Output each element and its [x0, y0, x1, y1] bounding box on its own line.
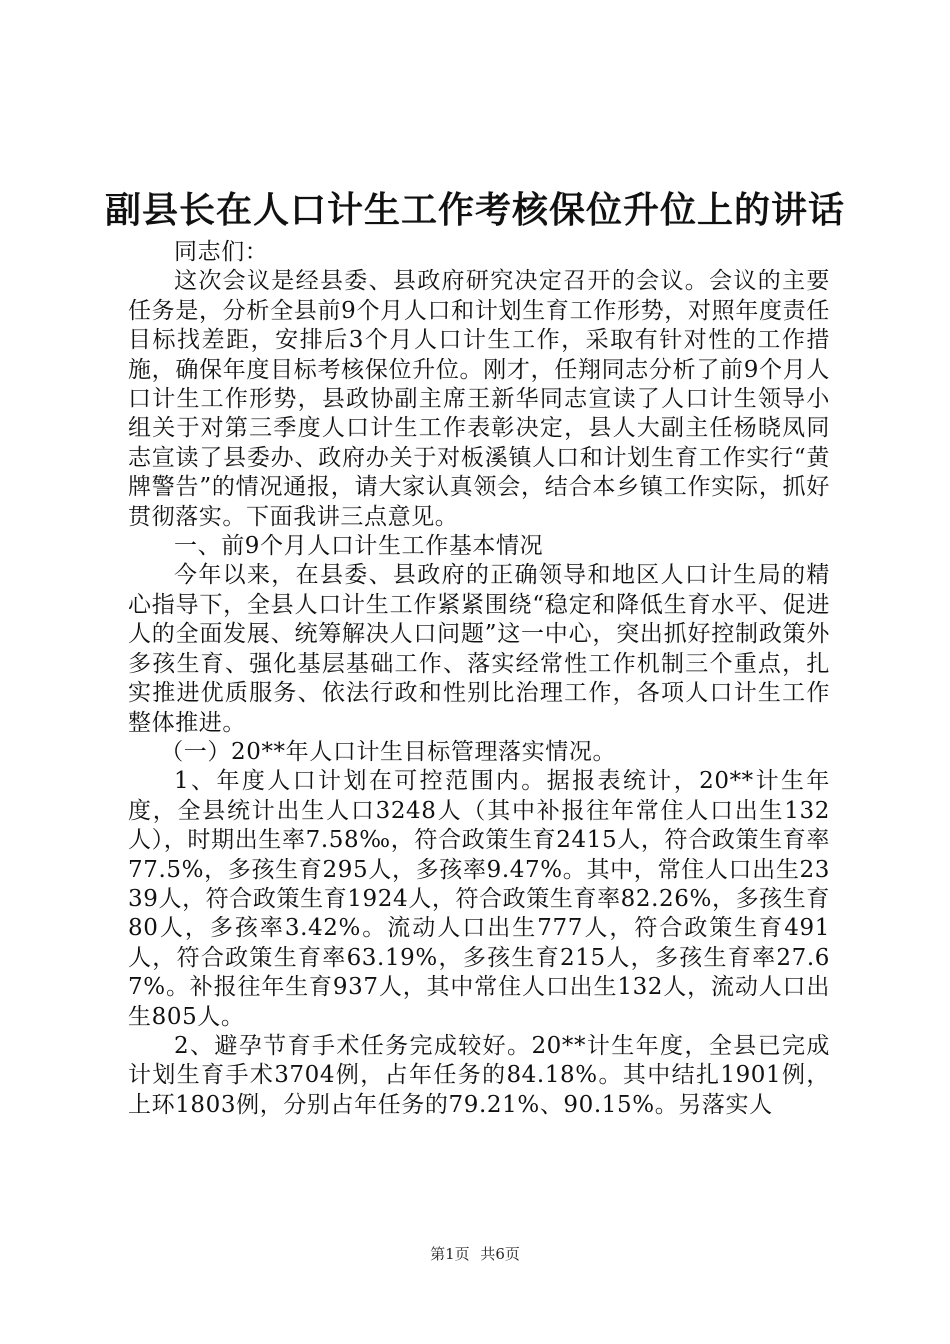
document-body [128, 238, 830, 1120]
paragraph-intro: 这次会议是经县委、县政府研究决定召开的会议。会议的主要任务是，分析全县前9个月人口和计划生育工作形势，对照年度责任目标找差距，安排后3个月人口计生工作，采取有针对性的工作措施，确保年度目标考核保位升位。刚才，任翔同志分析了前9个月人口计生工作形势，县政协副主席王新华同志宣读了人口计生领导小组关于对第三季度人口计生工作表彰决定，县人大副主任杨晓凤同志宣读了县委办、政府办关于对板溪镇人口和计划生育工作实行“黄牌警告”的情况通报，请大家认真领会，结合本乡镇工作实际，抓好贯彻落实。下面我讲三点意见。 [128, 268, 830, 530]
document-title: 副县长在人口计生工作考核保位升位上的讲话 [104, 189, 845, 231]
page-footer [0, 1244, 950, 1264]
page-number-total: 共6页 [480, 1245, 520, 1263]
paragraph-contraception: 2、避孕节育手术任务完成较好。20**计生年度，全县已完成计划生育手术3704例，占年任务的84.18%。其中结扎1901例，上环1803例，分别占年任务的79.21%、90.15%。另落实人 [128, 1032, 830, 1118]
greeting: 同志们： [174, 239, 269, 265]
subsection-heading: （一）20**年人口计生目标管理落实情况。 [160, 738, 617, 765]
page-number-current: 第1页 [430, 1245, 470, 1263]
paragraph-overview: 今年以来，在县委、县政府的正确领导和地区人口计生局的精心指导下，全县人口计生工作紧紧围绕“稳定和降低生育水平、促进人的全面发展、统筹解决人口问题”这一中心，突出抓好控制政策外多孩生育、强化基层基础工作、落实经常性工作机制三个重点，扎实推进优质服务、依法行政和性别比治理工作，各项人口计生工作整体推进。 [128, 562, 830, 736]
section-heading: 一、前9个月人口计生工作基本情况 [174, 533, 544, 560]
paragraph-population-plan: 1、年度人口计划在可控范围内。据报表统计，20**计生年度，全县统计出生人口3248人（其中补报往年常住人口出生132人），时期出生率7.58‰，符合政策生育2415人，符合政策生育率77.5%，多孩生育295人，多孩率9.47%。其中，常住人口出生2339人，符合政策生育1924人，符合政策生育率82.26%，多孩生育80人，多孩率3.42%。流动人口出生777人，符合政策生育491人，符合政策生育率63.19%，多孩生育215人，多孩生育率27.67%。补报往年生育937人，其中常住人口出生132人，流动人口出生805人。 [128, 768, 830, 1030]
